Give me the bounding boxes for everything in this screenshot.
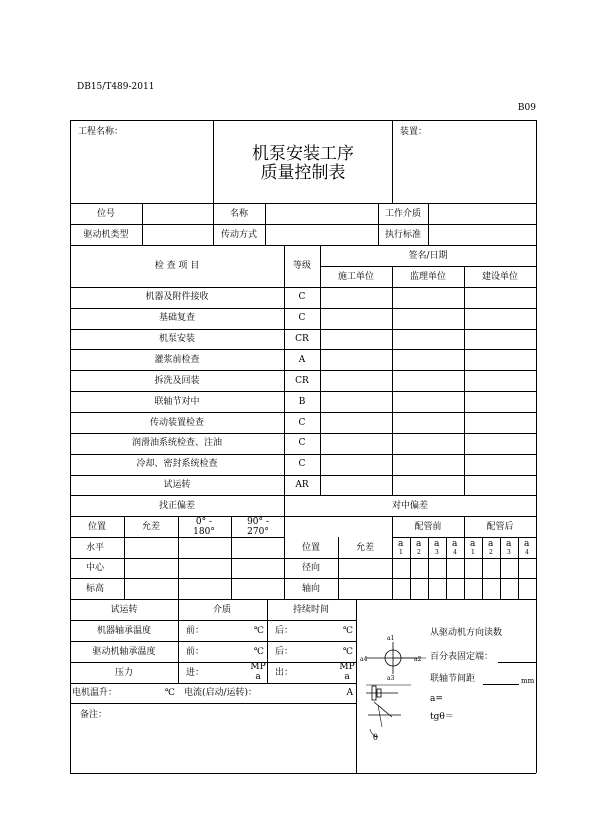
item-name: 传动装置检查 (149, 418, 205, 428)
sign-col-owner: 建设单位 (481, 272, 519, 282)
sign-col-supervision: 监理单位 (409, 272, 447, 282)
a-label: a (524, 539, 530, 549)
inspect-items-header: 检 查 项 目 (154, 261, 200, 271)
angle-0-180-top: 0° - (195, 517, 213, 527)
leveling-tol-label: 允差 (141, 522, 161, 532)
work-medium-label: 工作介质 (384, 209, 422, 219)
unit-mpa-bottom: a (344, 672, 350, 682)
item-grade: CR (295, 334, 309, 344)
outlet-label: 出： (275, 668, 294, 678)
leveling-row-horizontal: 水平 (86, 543, 105, 553)
a-sub: 2 (417, 549, 421, 556)
angle-0-180-bottom: 180° (193, 527, 215, 537)
item-grade: C (298, 438, 306, 448)
a-label: a (398, 539, 404, 549)
diagram-a2-label: a2 (414, 656, 422, 663)
transmission-label: 传动方式 (220, 230, 258, 240)
leveling-header: 找正偏差 (158, 501, 196, 511)
a-label: a (434, 539, 440, 549)
diagram-a4-label: a4 (360, 656, 368, 663)
item-name: 基础复查 (158, 313, 196, 323)
diagram-theta-label: θ (373, 733, 378, 742)
item-grade: C (298, 313, 306, 323)
alignment-header: 对中偏差 (391, 501, 429, 511)
a-label: a (470, 539, 476, 549)
after-label: 后： (275, 647, 294, 657)
unit-ampere: A (346, 688, 353, 698)
unit-mpa-bottom: a (255, 672, 261, 682)
leveling-pos-label: 位置 (87, 522, 107, 532)
a-label: a (452, 539, 458, 549)
driver-type-label: 驱动机类型 (83, 230, 129, 240)
a-label: a (488, 539, 494, 549)
before-label: 前： (186, 626, 205, 636)
item-grade: C (298, 292, 306, 302)
unit-celsius: ℃ (164, 688, 175, 698)
item-name: 润滑油系统检查、注油 (131, 438, 223, 448)
project-name-label: 工程名称： (78, 127, 124, 137)
dial-fixed-end-blank (498, 662, 536, 663)
after-label: 后： (275, 626, 294, 636)
a-sub: 3 (435, 549, 439, 556)
item-grade: CR (295, 376, 309, 386)
item-name: 机泵安装 (158, 334, 196, 344)
dial-position-diagram-icon (356, 599, 436, 773)
a-sub: 4 (453, 549, 457, 556)
item-name: 机器及附件接收 (145, 292, 209, 302)
item-name: 灌浆前检查 (154, 355, 200, 365)
grade-header: 等级 (292, 261, 312, 271)
after-piping-label: 配管后 (486, 522, 514, 532)
mm-unit: mm (521, 677, 535, 685)
tan-theta-label: tgθ＝ (430, 712, 454, 722)
alignment-tol-label: 允差 (355, 543, 375, 553)
angle-90-270-top: 90° - (247, 517, 269, 527)
motor-temp-rise-label: 电机温升： (72, 688, 118, 698)
leveling-row-elevation: 标高 (86, 584, 105, 594)
name-label: 名称 (229, 209, 249, 219)
sign-date-header: 签名/日期 (408, 251, 448, 261)
unit-mpa-top: MP (250, 662, 266, 672)
a-sub: 4 (525, 549, 529, 556)
before-label: 前： (186, 647, 205, 657)
unit-celsius: ℃ (342, 647, 353, 657)
read-from-driver-label: 从驱动机方向读数 (430, 628, 503, 638)
item-grade: B (298, 397, 306, 407)
unit-celsius: ℃ (253, 626, 264, 636)
doc-code: DB15/T489-2011 (77, 82, 155, 92)
angle-90-270-bottom: 270° (247, 527, 269, 537)
item-name: 拆洗及回装 (154, 376, 200, 386)
item-grade: C (298, 418, 306, 428)
coupling-distance-label: 联轴节间距 (430, 674, 476, 684)
remarks-label: 备注： (80, 710, 108, 720)
item-grade: A (298, 355, 306, 365)
diagram-a1-label: a1 (387, 635, 395, 642)
a-label: a (416, 539, 422, 549)
item-name: 试运转 (163, 480, 191, 490)
form-code: B09 (517, 103, 536, 113)
dial-fixed-end-label: 百分表固定端： (430, 652, 494, 662)
unit-mpa-top: MP (339, 662, 355, 672)
item-grade: C (298, 459, 306, 469)
trial-duration-label: 持续时间 (292, 605, 330, 615)
inlet-label: 进： (186, 668, 205, 678)
a-sub: 1 (471, 549, 475, 556)
sign-col-construction: 施工单位 (337, 272, 375, 282)
unit-celsius: ℃ (342, 626, 353, 636)
a-equals-label: a= (430, 694, 443, 704)
coupling-distance-blank (483, 684, 519, 685)
a-sub: 2 (489, 549, 493, 556)
a-sub: 3 (507, 549, 511, 556)
item-name: 联轴节对中 (154, 397, 200, 407)
trial-row-label: 机器轴承温度 (96, 626, 152, 636)
standard-label: 执行标准 (384, 230, 422, 240)
alignment-pos-label: 位置 (301, 543, 321, 553)
leveling-row-center: 中心 (86, 563, 105, 573)
a-label: a (506, 539, 512, 549)
trial-row-label: 压力 (114, 668, 134, 678)
alignment-row-radial: 径向 (302, 563, 321, 573)
device-label: 装置： (400, 127, 428, 137)
item-grade: AR (295, 480, 309, 490)
current-label: 电流(启动/运转)： (184, 688, 258, 698)
a-sub: 1 (399, 549, 403, 556)
item-name: 冷却、密封系统检查 (136, 459, 218, 469)
trial-run-header: 试运转 (110, 605, 138, 615)
position-no-label: 位号 (96, 209, 116, 219)
unit-celsius: ℃ (253, 647, 264, 657)
trial-row-label: 驱动机轴承温度 (92, 647, 156, 657)
trial-medium-label: 介质 (212, 605, 232, 615)
alignment-row-axial: 轴向 (302, 584, 321, 594)
page-title-line2: 质量控制表 (260, 163, 346, 183)
page-title-line1: 机泵安装工序 (252, 144, 354, 164)
diagram-a3-label: a3 (387, 675, 395, 682)
before-piping-label: 配管前 (414, 522, 442, 532)
